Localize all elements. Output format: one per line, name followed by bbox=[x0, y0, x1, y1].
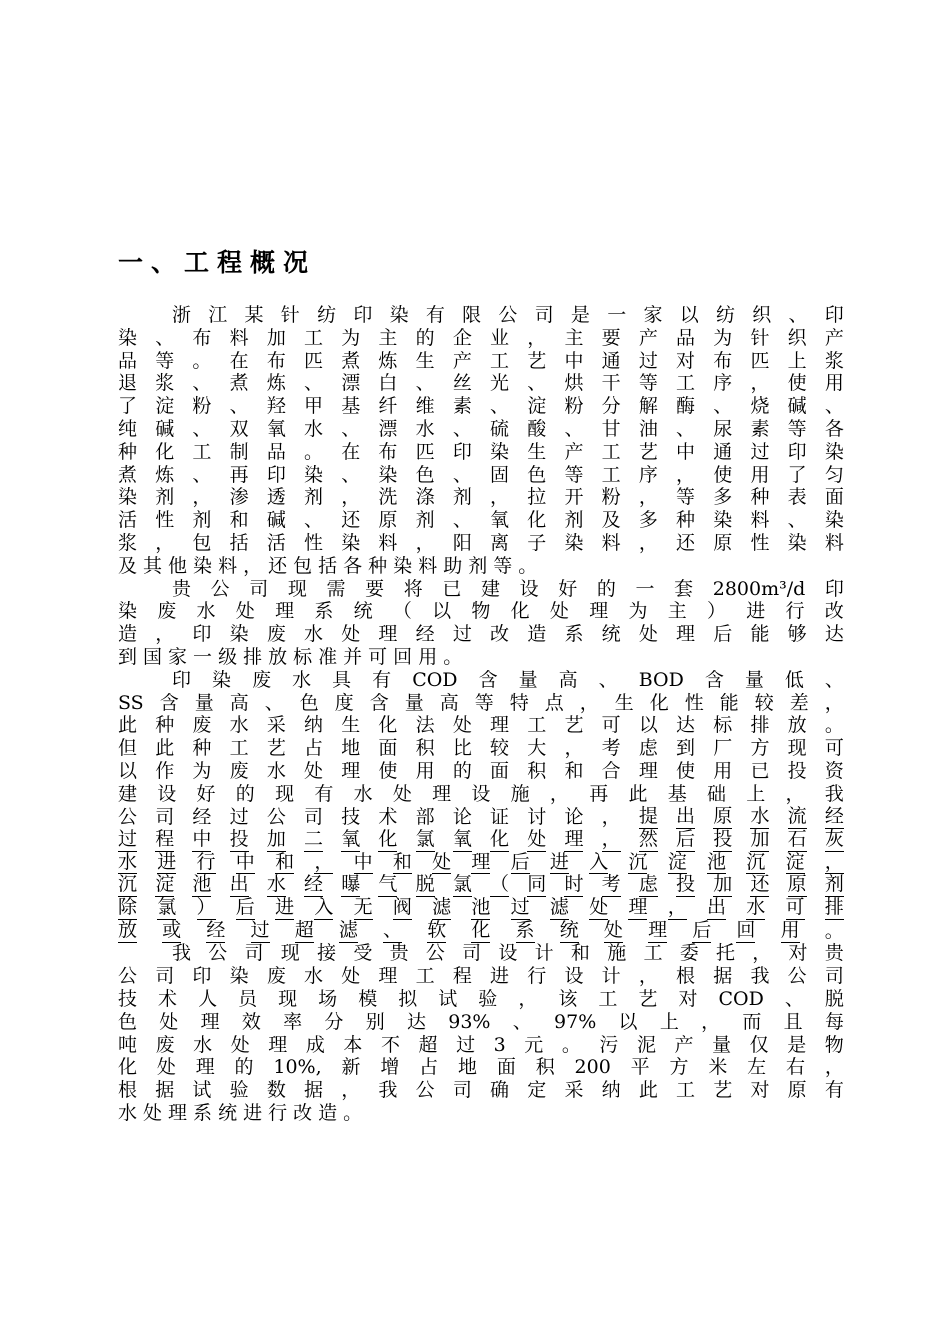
text-line: 化 处 理 的 10%, 新 增 占 地 面 积 200 平 方 米 左 右 ， bbox=[118, 1056, 844, 1079]
text-line: 品 等 。 在 布 匹 煮 炼 生 产 工 艺 中 通 过 对 布 匹 上 浆 bbox=[118, 349, 844, 372]
text-line: 浙 江 某 针 纺 印 染 有 限 公 司 是 一 家 以 纺 织 、 印 bbox=[172, 304, 844, 326]
text-line: 根 据 试 验 数 据 ， 我 公 司 确 定 采 纳 此 工 艺 对 原 有 bbox=[118, 1079, 844, 1102]
text-line: 放 或 经 过 超 滤 、 软 化 系 统 处 理 后 回 用 。 bbox=[118, 919, 844, 942]
text-line: 到 国 家 一 级 排 放 标 准 并 可 回 用 。 bbox=[118, 645, 469, 668]
text-line: 印 染 废 水 具 有 COD 含 量 高 、 BOD 含 量 低 、 bbox=[172, 668, 844, 691]
text-line: 此 种 废 水 采 纳 生 化 法 处 理 工 艺 可 以 达 标 排 放 。 bbox=[118, 714, 844, 737]
text-line: 染 剂 ， 渗 透 剂 ， 洗 涤 剂 ， 拉 开 粉 ， 等 多 种 表 面 bbox=[118, 486, 844, 509]
text-line: 建 设 好 的 现 有 水 处 理 设 施 ， 再 此 基 础 上 ， 我 bbox=[118, 782, 844, 805]
text-line: 及 其 他 染 料 ， 还 包 括 各 种 染 料 助 剂 等 。 bbox=[118, 554, 544, 577]
text-line: 贵 公 司 现 需 要 将 已 建 设 好 的 一 套 2800m³/d 印 bbox=[172, 577, 844, 600]
text-line: 但 此 种 工 艺 占 地 面 积 比 较 大 ， 考 虑 到 厂 方 现 可 bbox=[118, 737, 844, 760]
text-line: 公 司 经 过 公 司 技 术 部 论 证 讨 论 ， 提 出 原 水 流 经 bbox=[118, 805, 844, 828]
text-line: SS 含 量 高 、 色 度 含 量 高 等 特 点 ， 生 化 性 能 较 差 ， bbox=[118, 691, 844, 714]
text-line: 造 ， 印 染 废 水 处 理 经 过 改 造 系 统 处 理 后 能 够 达 bbox=[118, 623, 844, 646]
text-line: 技 术 人 员 现 场 模 拟 试 验 ， 该 工 艺 对 COD 、 脱 bbox=[118, 987, 844, 1010]
text-line: 染 、 布 料 加 工 为 主 的 企 业 ， 主 要 产 品 为 针 织 产 bbox=[118, 326, 844, 349]
text-line: 过 程 中 投 加 二 氧 化 氯 氧 化 处 理 ， 然 后 投 加 石 灰 bbox=[118, 827, 844, 850]
body-text bbox=[118, 304, 844, 1125]
text-line: 纯 碱 、 双 氧 水 、 漂 水 、 硫 酸 、 甘 油 、 尿 素 等 各 bbox=[118, 417, 844, 440]
text-line: 煮 炼 、 再 印 染 、 染 色 、 固 色 等 工 序 ， 使 用 了 匀 bbox=[118, 463, 844, 486]
text-line: 我 公 司 现 接 受 贵 公 司 设 计 和 施 工 委 托 ， 对 贵 bbox=[172, 942, 844, 965]
text-line: 水 处 理 系 统 进 行 改 造 。 bbox=[118, 1101, 369, 1124]
text-line: 沉 淀 池 出 水 经 曝 气 脱 氯 （ 同 时 考 虑 投 加 还 原 剂 bbox=[118, 873, 844, 896]
text-line: 吨 废 水 处 理 成 本 不 超 过 3 元 。 污 泥 产 量 仅 是 物 bbox=[118, 1033, 844, 1056]
text-line: 公 司 印 染 废 水 处 理 工 程 进 行 设 计 ， 根 据 我 公 司 bbox=[118, 965, 844, 988]
text-line: 浆 ， 包 括 活 性 染 料 ， 阳 离 子 染 料 ， 还 原 性 染 料 bbox=[118, 531, 844, 554]
text-line: 活 性 剂 和 碱 、 还 原 剂 、 氧 化 剂 及 多 种 染 料 、 染 bbox=[118, 509, 844, 532]
text-line: 种 化 工 制 品 。 在 布 匹 印 染 生 产 工 艺 中 通 过 印 染 bbox=[118, 440, 844, 463]
text-line: 染 废 水 处 理 系 统 （ 以 物 化 处 理 为 主 ） 进 行 改 bbox=[118, 600, 844, 623]
text-line: 以 作 为 废 水 处 理 使 用 的 面 积 和 合 理 使 用 已 投 资 bbox=[118, 759, 844, 782]
text-line: 色 处 理 效 率 分 别 达 93% 、 97% 以 上 ， 而 且 每 bbox=[118, 1010, 844, 1033]
section-heading: 一、工程概况 bbox=[118, 248, 317, 277]
text-line: 除 氯 ） 后 进 入 无 阀 滤 池 过 滤 处 理 ， 出 水 可 排 bbox=[118, 896, 844, 919]
text-line: 了 淀 粉 、 羟 甲 基 纤 维 素 、 淀 粉 分 解 酶 、 烧 碱 、 bbox=[118, 395, 844, 418]
text-line: 退 浆 、 煮 炼 、 漂 白 、 丝 光 、 烘 干 等 工 序 ， 使 用 bbox=[118, 372, 844, 395]
text-line: 水 进 行 中 和 ， 中 和 处 理 后 进 入 沉 淀 池 沉 淀 ， bbox=[118, 850, 844, 873]
